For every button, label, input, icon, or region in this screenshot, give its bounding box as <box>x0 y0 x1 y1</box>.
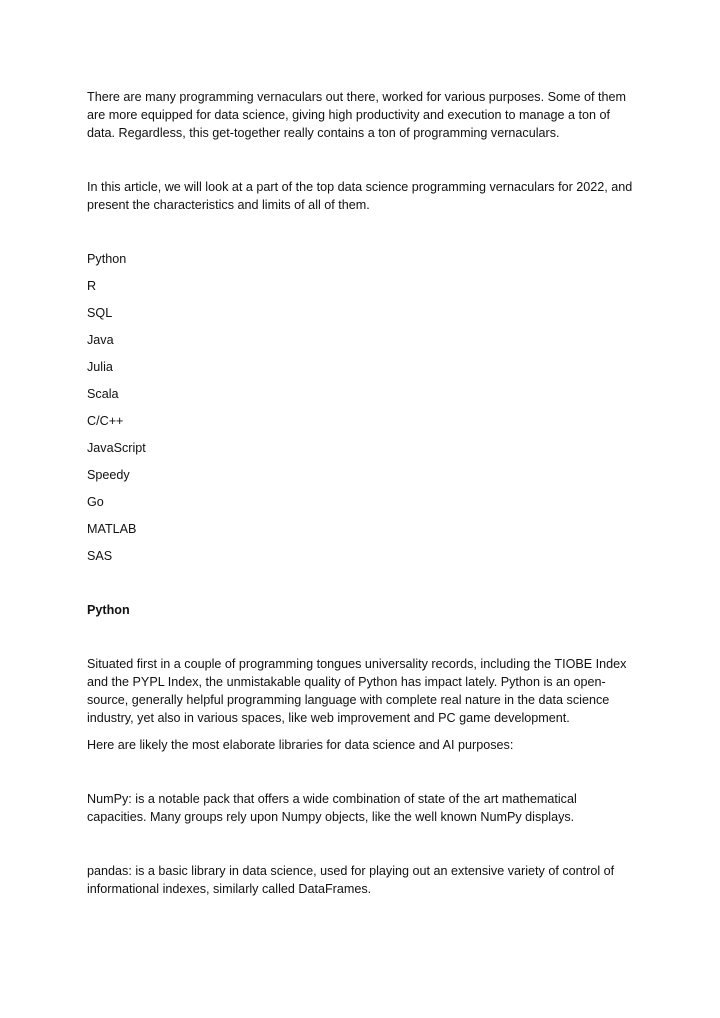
language-item: R <box>87 279 97 293</box>
language-item: C/C++ <box>87 414 124 428</box>
libraries-intro-paragraph: Here are likely the most elaborate libraries for data science and AI purposes: <box>87 738 514 752</box>
language-item: SAS <box>87 549 113 563</box>
language-item: Python <box>87 252 127 266</box>
language-item: Scala <box>87 387 119 401</box>
python-section-heading: Python <box>87 603 130 617</box>
language-item: SQL <box>87 306 113 320</box>
language-item: Speedy <box>87 468 130 482</box>
document-body <box>87 88 637 898</box>
python-description-paragraph: Situated first in a couple of programming tongues universality records, including the TIOBE Index and the PYPL Index, the unmistakable quality of Python has impact lately. Python is an open-source, generally helpful programming language with complete real nature in the data science industry, yet also in various spaces, like web improvement and PC game development. <box>87 657 627 725</box>
language-item: Java <box>87 333 114 347</box>
language-item: Go <box>87 495 104 509</box>
language-item: JavaScript <box>87 441 146 455</box>
language-list <box>87 250 637 565</box>
pandas-paragraph: pandas: is a basic library in data science, used for playing out an extensive variety of control of informational indexes, similarly called DataFrames. <box>87 864 615 896</box>
article-intro-paragraph: In this article, we will look at a part of the top data science programming vernaculars for 2022, and present the characteristics and limits of all of them. <box>87 180 633 212</box>
numpy-paragraph: NumPy: is a notable pack that offers a wide combination of state of the art mathematical capacities. Many groups rely upon Numpy objects, like the well known NumPy displays. <box>87 792 577 824</box>
language-item: Julia <box>87 360 113 374</box>
language-item: MATLAB <box>87 522 137 536</box>
intro-paragraph: There are many programming vernaculars out there, worked for various purposes. Some of them are more equipped for data science, giving high productivity and execution to manage a ton of data. Regardless, this get-together really contains a ton of programming vernaculars. <box>87 90 626 140</box>
